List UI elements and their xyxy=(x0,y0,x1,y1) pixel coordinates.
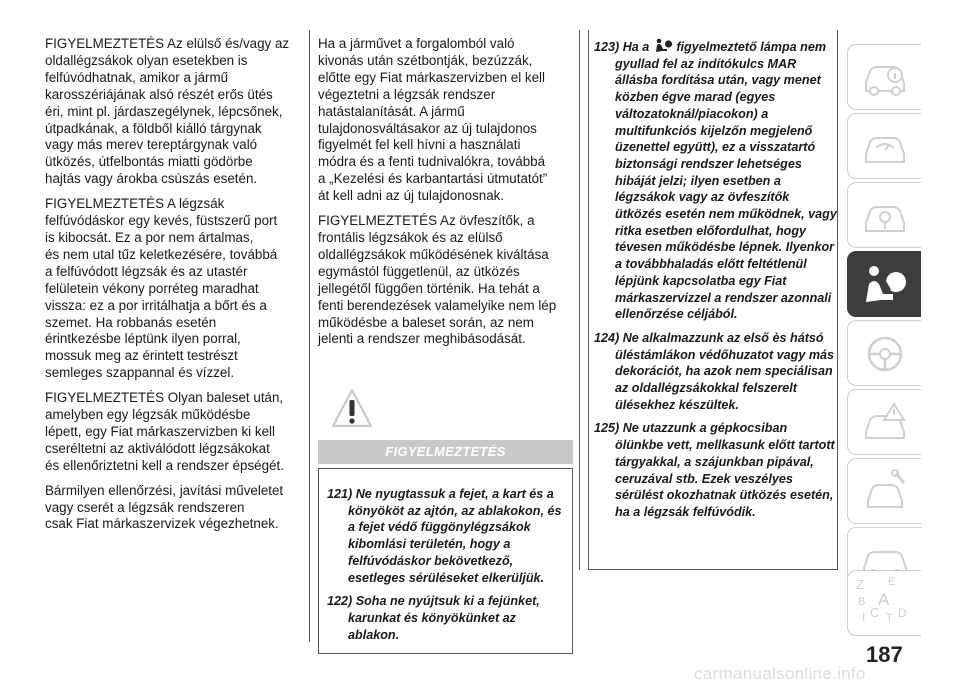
column-divider xyxy=(579,30,580,570)
index-letter: E xyxy=(888,576,896,588)
text-column-left xyxy=(45,36,303,541)
airbag-warning-lamp-icon xyxy=(653,38,673,53)
warning-item xyxy=(594,38,838,323)
side-tab-dashboard[interactable] xyxy=(847,113,921,179)
warning-exclamation-icon xyxy=(331,388,373,428)
warning-list-continued xyxy=(594,38,838,528)
warning-item: 122) Soha ne nyújtsuk ki a fejünket, karunkat és könyökünket az ablakon. xyxy=(327,594,540,642)
car-key-icon xyxy=(860,193,910,239)
airbag-icon xyxy=(860,262,910,308)
warning-box-title: FIGYELMEZTETÉS xyxy=(318,440,573,464)
service-tools-icon xyxy=(860,469,910,515)
index-letter: Z xyxy=(856,577,864,592)
index-letter: I xyxy=(862,610,866,624)
index-letter: T xyxy=(886,612,893,624)
paragraph: Bármilyen ellenőrzési, javítási műveletet vagy cserét a légzsák rendszeren csak Fiat márkaszervizek végezhetnek. xyxy=(45,482,284,532)
side-tab-safety[interactable] xyxy=(847,251,921,317)
side-tab-index[interactable] xyxy=(847,570,921,636)
item-text: figyelmeztető lámpa nem gyullad fel az indítókulcs MAR állásba fordítása után, vagy menet közben égve marad (egyes változatoknál/piacokon) a multifunkciós kijelzőn megjelenő üzenettel együtt), ez a visszatartó biztonsági rendszer lehetséges hibáját jelzi; ilyen esetben a légzsákok vagy az övfeszítők ütközés esetén nem működnek, vagy ritka esetben előfordulhat, hogy tévesen működésbe lépnek. Ilyenkor a továbbhaladás előtt feltétlenül lépjünk kapcsolatba egy Fiat márkaszervizzel a rendszer azonnali ellenőrzése céljából. xyxy=(615,40,837,322)
watermark: carmanualsonline.info xyxy=(694,664,866,683)
warning-item: 124) Ne alkalmazzunk az első ès hátsó üléstámlákon védőhuzatot vagy más dekorációt, ha azok nem speciálisan az oldallégzsákokkal felszerelt ülésekhez készültek. xyxy=(594,330,835,412)
warning-list xyxy=(327,486,567,650)
index-letter: C xyxy=(870,605,880,620)
index-letter: A xyxy=(878,590,890,609)
paragraph: Ha a járművet a forgalomból való kivonás után szétbontják, bezúzzák, előtte egy Fiat márkaszervizben el kell végeztetni a légzsák rendszer hatástalanítását. A jármű tulajdonosváltásakor az új tulajdonos figyelmét fel kell hívni a használati módra és a fenti tudnivalókra, továbbá a „Kezelési és karbantartási útmutatót” át kell adni az új tulajdonosnak. xyxy=(318,36,548,204)
warning-triangle-icon xyxy=(860,400,910,446)
side-tab-driving[interactable] xyxy=(847,320,921,386)
car-info-icon xyxy=(860,55,910,101)
index-letter: D xyxy=(898,606,907,620)
side-tab-keys[interactable] xyxy=(847,182,921,248)
column-divider xyxy=(309,30,310,642)
text-column-middle xyxy=(318,36,573,356)
page-number: 187 xyxy=(866,642,903,667)
paragraph: FIGYELMEZTETÉS Olyan baleset után, amelyben egy légzsák működésbe lépett, egy Fiat márkaszervizben ki kell cseréltetni az aktiválódott légzsákokat és ellenőriztetni kell a rendszer épségét. xyxy=(45,390,284,473)
side-tab-warnings[interactable] xyxy=(847,389,921,455)
paragraph: FIGYELMEZTETÉS A légzsák felfúvódáskor egy kevés, füstszerű port is kibocsát. Ez a por nem ártalmas, és nem utal tűz keletkezésére, továbbá a felfúvódott légzsák és az utastér felületein vékony porréteg maradhat vissza: ez a por irritálhatja a bőrt és a szemet. Ha robbanás esetén érintkezésbe léptünk ilyen porral, mossuk meg az érintett testrészt semleges szappannal és vízzel. xyxy=(45,196,278,381)
warning-item: 125) Ne utazzunk a gépkocsiban ölünkbe vett, mellkasunk előtt tartott tárgyakkal, a szájunkban pipával, ceruzával stb. Ezek veszélyes sérülést okozhatnak ütközés esetén, ha a légzsák felfúvódik. xyxy=(594,421,835,519)
warning-item: 121) Ne nyugtassuk a fejet, a kart és a könyököt az ajtón, az ablakokon, és a fejet védő függönylégzsákok kibomlási területén, hogy a felfúvódáskor bekövetkező, esetleges sérüléseket elkerüljük. xyxy=(327,487,562,585)
side-tab-service[interactable] xyxy=(847,458,921,524)
side-tab-car-info[interactable] xyxy=(847,44,921,110)
car-dashboard-icon xyxy=(860,124,910,170)
index-letter: B xyxy=(858,596,866,608)
paragraph: FIGYELMEZTETÉS Az elülső és/vagy az oldallégzsákok olyan esetekben is felfúvódhatnak, amikor a jármű karosszériájának alsó részét erős ütés éri, mint pl. járdaszegélynek, lépcsőnek, útpadkának, a földből kiálló tárgynak vagy más merev tereptárgynak való ütközés, útfelbontás miatti gödörbe hajtás vagy árokba csúszás esetén. xyxy=(45,36,290,187)
steering-wheel-icon xyxy=(860,331,910,377)
index-letters-icon xyxy=(854,575,914,625)
item-prefix: 123) Ha a xyxy=(594,40,650,54)
paragraph: FIGYELMEZTETÉS Az övfeszítők, a frontális légzsákok és az elülső oldallégzsákok működésének kiváltása egymástól függetlenül, az ütközés jellegétől függően történik. Ha tehát a fenti berendezések valamelyike nem lép működésbe a baleset során, az nem jelenti a rendszer meghibásodását. xyxy=(318,213,557,347)
